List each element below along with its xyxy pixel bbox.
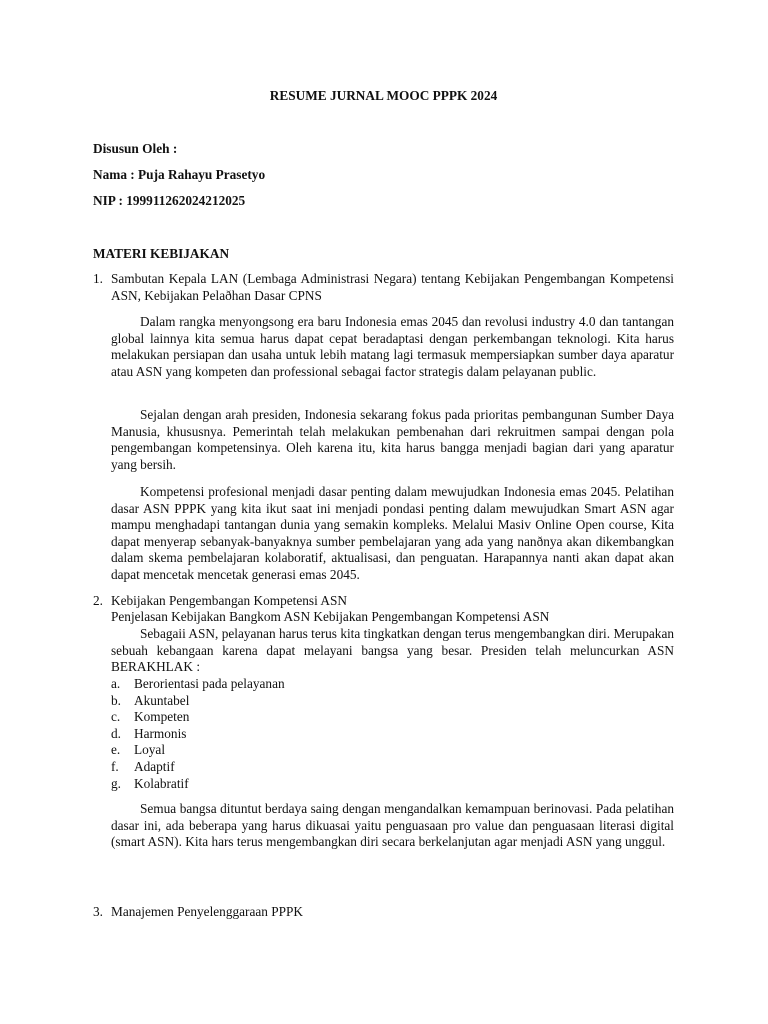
list-item <box>111 759 674 776</box>
list-item-2 <box>93 593 674 610</box>
list-item <box>111 693 674 710</box>
list-item <box>111 776 674 793</box>
item-number: 3. <box>93 904 103 919</box>
item-title: Manajemen Penyelenggaraan PPPK <box>111 904 304 919</box>
paragraph: Kompetensi profesional menjadi dasar penting dalam mewujudkan Indonesia emas 2045. Pelatihan dasar ASN PPPK yang kita ikut saat ini menjadi pondasi penting dalam mewujudkan Smart ASN agar mampu menghadapi tantangan dunia yang semakin kompleks. Melalui Masiv Online Open course, Kita dapat menyerap sebanyak-banyaknya sumber pembelajaran yang ada yang nanðnya akan dikembangkan dalam skema pembelajaran kolaboratif, aktualisasi, dan penguatan. Harapannya nanti akan dapat akan dapat mencetak mencetak generasi emas 2045. <box>111 484 674 582</box>
list-item <box>111 676 674 693</box>
document-title: RESUME JURNAL MOOC PPPK 2024 <box>269 88 498 103</box>
author-heading: Disusun Oleh : <box>93 141 178 156</box>
list-letter: b. <box>111 692 121 708</box>
author-nip: NIP : 199911262024212025 <box>93 193 246 208</box>
list-letter: f. <box>111 758 119 774</box>
item-subtitle: Penjelasan Kebijakan Bangkom ASN Kebijakan Pengembangan Kompetensi ASN <box>111 609 550 624</box>
list-item <box>111 726 674 743</box>
paragraph: Sejalan dengan arah presiden, Indonesia sekarang fokus pada prioritas pembangunan Sumber Daya Manusia, khususnya. Pemerintah telah melakukan pembenahan dari rekruitmen sampai dengan pola pengembangan kompetensinya. Oleh karena itu, kita harus bangga menjadi bagian dari yang aparatur yang bersih. <box>111 407 674 472</box>
list-letter: e. <box>111 742 121 758</box>
list-label: Loyal <box>134 742 166 758</box>
list-label: Kompeten <box>134 709 190 725</box>
list-label: Adaptif <box>134 758 175 774</box>
list-item <box>111 709 674 726</box>
list-letter: g. <box>111 775 121 791</box>
item-title: Sambutan Kepala LAN (Lembaga Administrasi Negara) tentang Kebijakan Pengembangan Kompetensi ASN, Kebijakan Pelaðhan Dasar CPNS <box>111 271 674 303</box>
section-heading: MATERI KEBIJAKAN <box>93 246 230 261</box>
document-page <box>93 0 674 1024</box>
item-title: Kebijakan Pengembangan Kompetensi ASN <box>111 593 347 608</box>
list-letter: c. <box>111 709 121 725</box>
list-label: Akuntabel <box>134 692 190 708</box>
list-letter: d. <box>111 725 121 741</box>
paragraph: Semua bangsa dituntut berdaya saing dengan mengandalkan kemampuan berinovasi. Pada pelatihan dasar ini, ada beberapa yang harus dikuasai yaitu penguasaan pro value dan penguasaan literasi digital (smart ASN). Kita hars terus mengembangkan diri secara berkelanjutan agar menjadi ASN yang unggul. <box>111 801 674 850</box>
paragraph: Sebagaii ASN, pelayanan harus terus kita tingkatkan dengan terus mengembangkan diri. Merupakan sebuah kebangaan karena dapat melayani bangsa yang besar. Presiden telah meluncurkan ASN BERAKHLAK : <box>111 626 674 675</box>
list-item-3 <box>93 904 674 921</box>
list-item <box>111 742 674 759</box>
list-label: Kolabratif <box>134 775 189 791</box>
item-number: 2. <box>93 593 103 608</box>
author-name: Nama : Puja Rahayu Prasetyo <box>93 167 266 182</box>
list-label: Harmonis <box>134 725 187 741</box>
list-label: Berorientasi pada pelayanan <box>134 676 285 691</box>
item-number: 1. <box>93 271 103 286</box>
paragraph: Dalam rangka menyongsong era baru Indonesia emas 2045 dan revolusi industry 4.0 dan tantangan global lainnya kita semua harus dapat cepat beradaptasi dengan perkembangan teknologi. Kita harus melakukan persiapan dan usaha untuk lebih matang lagi termasuk mempersiapkan sumber daya aparatur atau ASN yang kompeten dan professional sebagai factor strategis dalam pelayanan public. <box>111 314 674 379</box>
values-list <box>111 676 674 792</box>
list-item-1 <box>93 271 674 304</box>
list-letter: a. <box>111 676 121 691</box>
